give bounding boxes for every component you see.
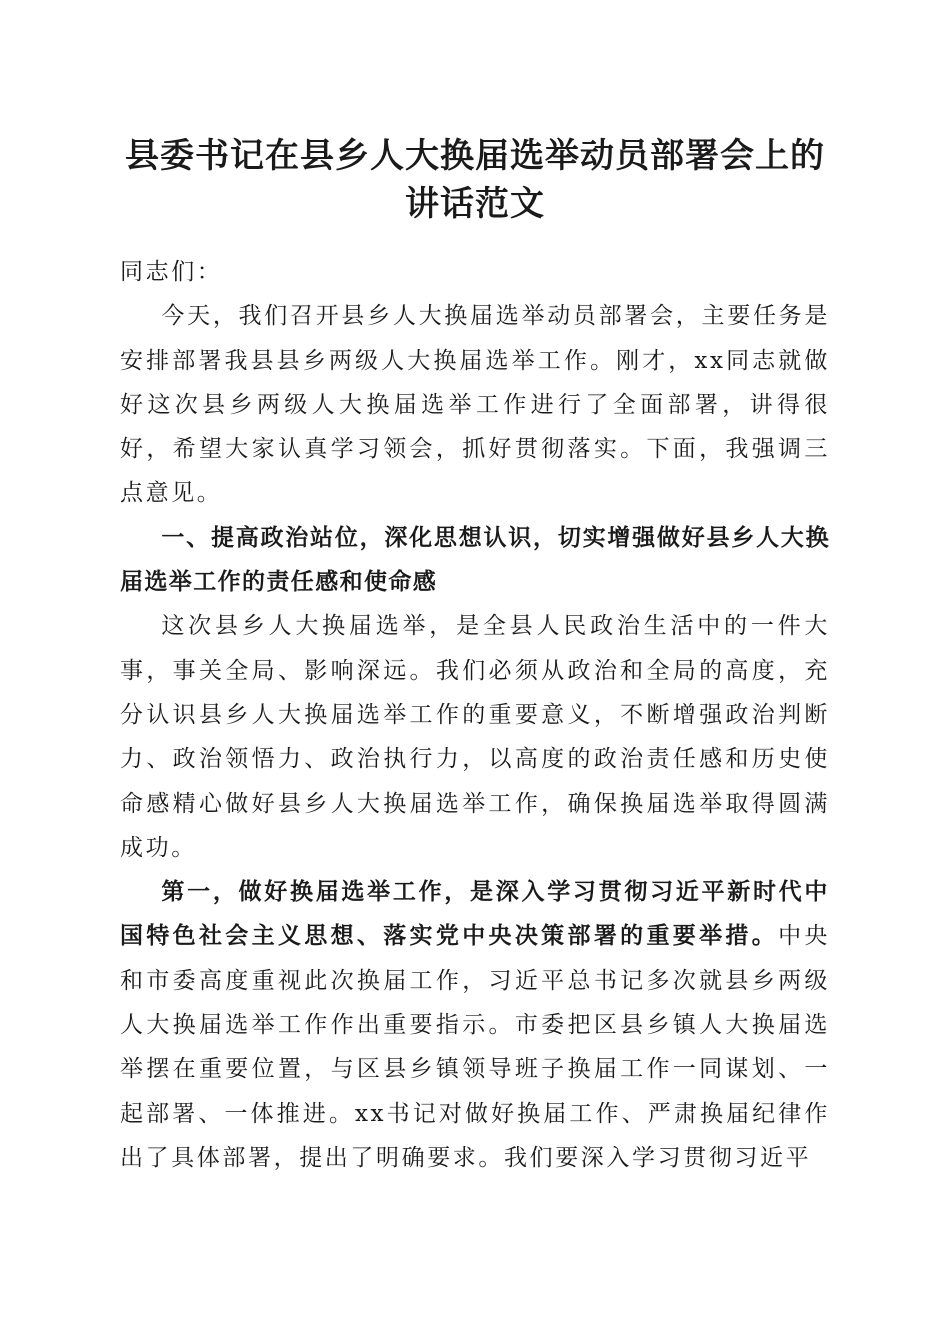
- point-one-body: 中央和市委高度重视此次换届工作，习近平总书记多次就县乡两级人大换届选举工作作出重要指示。市委把区县乡镇人大换届选举摆在重要位置，与区县乡镇领导班子换届工作一同谋划、一起部署、一体推进。xx书记对做好换届工作、严肃换届纪律作出了具体部署，提出了明确要求。我们要深入学习贯彻习近平: [120, 923, 831, 1171]
- point-one-lead: 第一，做好换届选举工作，是深入学习贯彻习近平新时代中国特色社会主义思想、落实党中央决策部署的重要举措。: [120, 878, 830, 950]
- intro-paragraph: 今天，我们召开县乡人大换届选举动员部署会，主要任务是安排部署我县县乡两级人大换届选举工作。刚才，xx同志就做好这次县乡两级人大换届选举工作进行了全面部署，讲得很好，希望大家认真学习领会，抓好贯彻落实。下面，我强调三点意见。: [120, 303, 830, 507]
- document-body: [120, 250, 830, 1180]
- section-heading-one: 一、提高政治站位，深化思想认识，切实增强做好县乡人大换届选举工作的责任感和使命感: [120, 524, 830, 596]
- document-title: [100, 132, 850, 228]
- section-one-paragraph: 这次县乡人大换届选举，是全县人民政治生活中的一件大事，事关全局、影响深远。我们必须从政治和全局的高度，充分认识县乡人大换届选举工作的重要意义，不断增强政治判断力、政治领悟力、政治执行力，以高度的政治责任感和历史使命感精心做好县乡人大换届选举工作，确保换届选举取得圆满成功。: [120, 613, 830, 861]
- salutation: 同志们：: [120, 259, 223, 285]
- title-line-2: 讲话范文: [405, 184, 545, 224]
- title-line-1: 县委书记在县乡人大换届选举动员部署会上的: [125, 136, 825, 176]
- point-one-paragraph: [120, 870, 830, 1180]
